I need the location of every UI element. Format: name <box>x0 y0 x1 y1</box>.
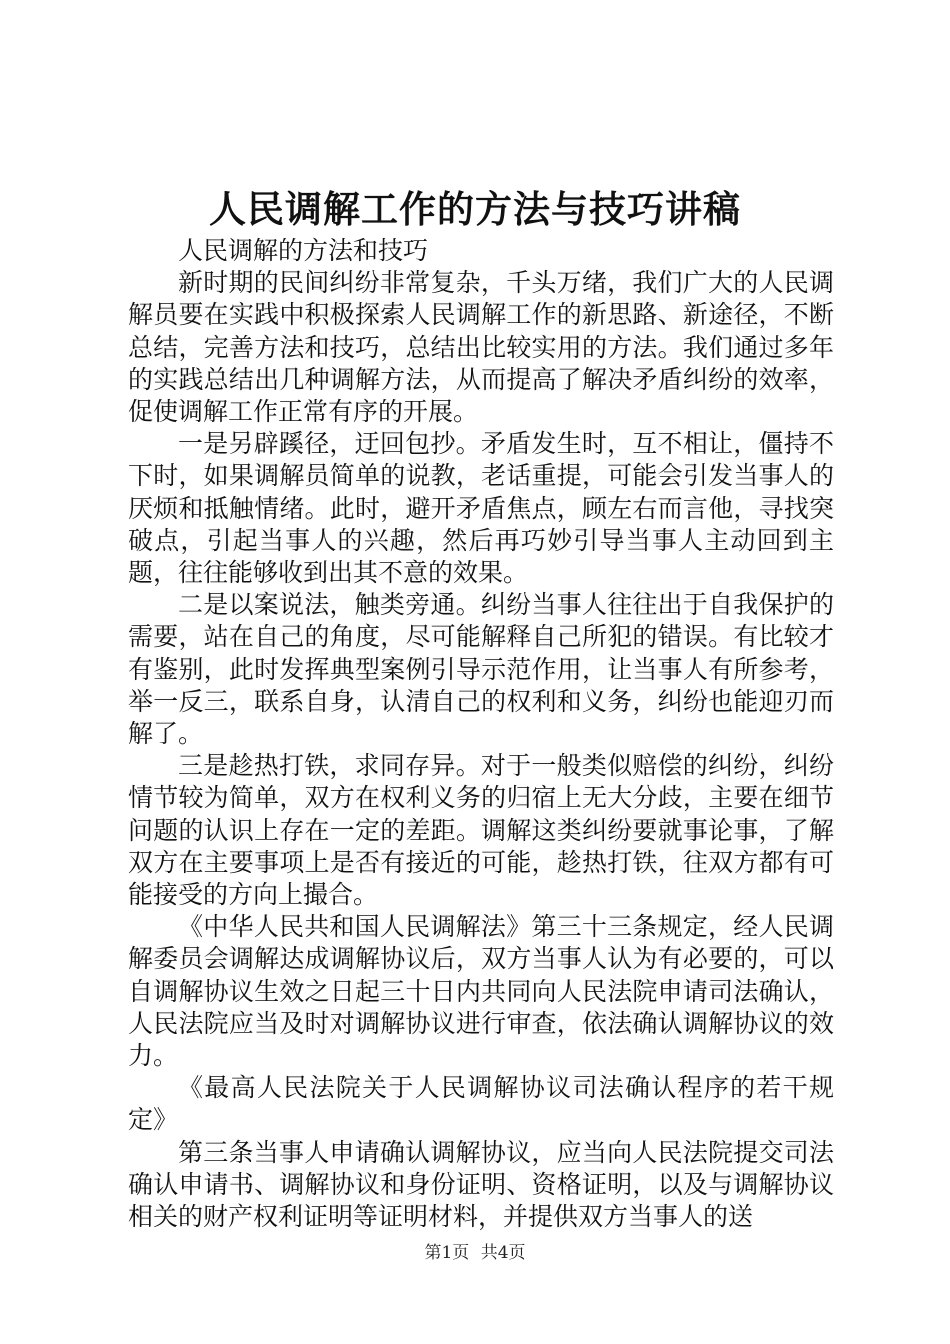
page-total: 共4页 <box>480 1243 526 1263</box>
document-title: 人民调解工作的方法与技巧讲稿 <box>209 187 741 231</box>
paragraph-method-three: 三是趁热打铁，求同存异。对于一般类似赔偿的纠纷，纠纷情节较为简单，双方在权利义务的归宿上无大分歧，主要在细节问题的认识上存在一定的差距。调解这类纠纷要就事论事，了解双方在主要事项上是否有接近的可能，趁热打铁，往双方都有可能接受的方向上撮合。 <box>128 751 834 910</box>
paragraph-article-three: 第三条当事人申请确认调解协议，应当向人民法院提交司法确认申请书、调解协议和身份证明、资格证明，以及与调解协议相关的财产权利证明等证明材料，并提供双方当事人的送 <box>128 1137 834 1232</box>
paragraph-method-one: 一是另辟蹊径，迂回包抄。矛盾发生时，互不相让，僵持不下时，如果调解员简单的说教，老话重提，可能会引发当事人的厌烦和抵触情绪。此时，避开矛盾焦点，顾左右而言他，寻找突破点，引起当事人的兴趣，然后再巧妙引导当事人主动回到主题，往往能够收到出其不意的效果。 <box>128 429 834 588</box>
paragraph-subtitle: 人民调解的方法和技巧 <box>178 236 429 265</box>
document-body <box>128 235 834 1233</box>
paragraph-law-article: 《中华人民共和国人民调解法》第三十三条规定，经人民调解委员会调解达成调解协议后，双方当事人认为有必要的，可以自调解协议生效之日起三十日内共同向人民法院申请司法确认，人民法院应当及时对调解协议进行审查，依法确认调解协议的效力。 <box>128 912 834 1071</box>
paragraph-method-two: 二是以案说法，触类旁通。纠纷当事人往往出于自我保护的需要，站在自己的角度，尽可能解释自己所犯的错误。有比较才有鉴别，此时发挥典型案例引导示范作用，让当事人有所参考，举一反三，联系自身，认清自己的权利和义务，纠纷也能迎刃而解了。 <box>128 590 834 749</box>
page-number: 第1页 <box>424 1243 470 1263</box>
paragraph-intro: 新时期的民间纠纷非常复杂，千头万绪，我们广大的人民调解员要在实践中积极探索人民调解工作的新思路、新途径，不断总结，完善方法和技巧，总结出比较实用的方法。我们通过多年的实践总结出几种调解方法，从而提高了解决矛盾纠纷的效率，促使调解工作正常有序的开展。 <box>128 268 834 427</box>
paragraph-regulation-title: 《最高人民法院关于人民调解协议司法确认程序的若干规定》 <box>128 1073 834 1135</box>
page-footer <box>0 1241 950 1265</box>
